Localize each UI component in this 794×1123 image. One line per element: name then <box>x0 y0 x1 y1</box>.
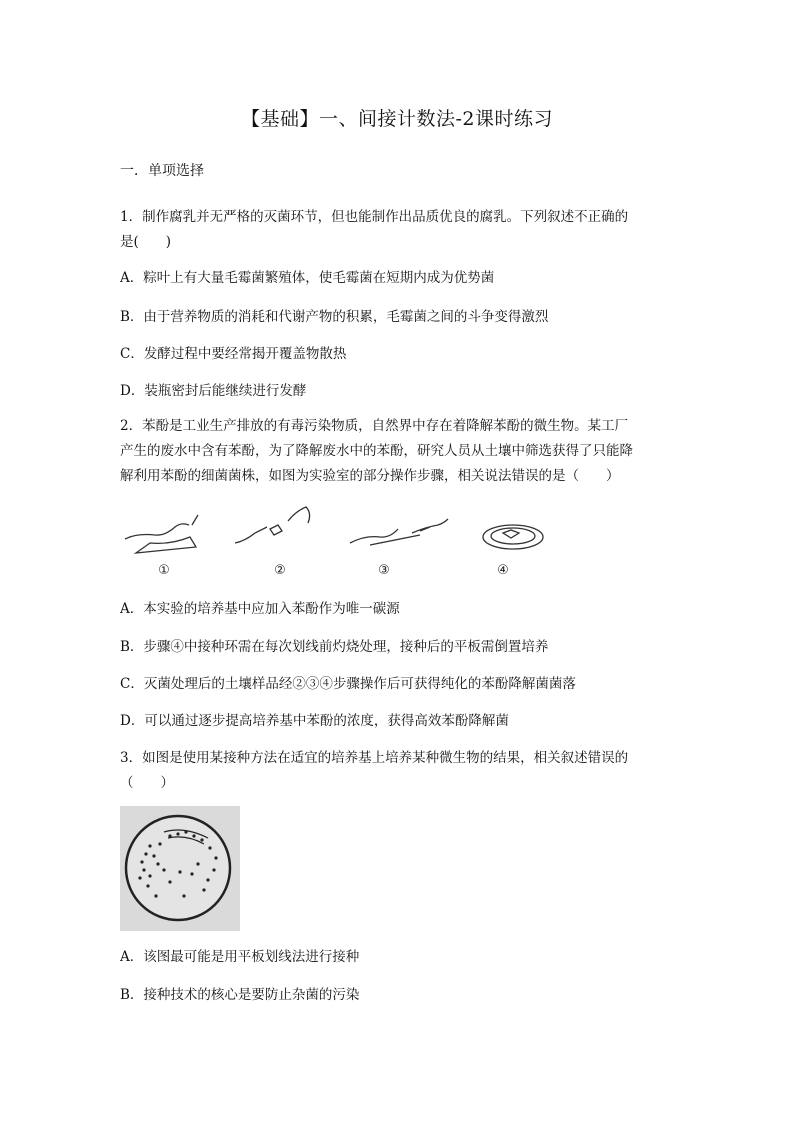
streak-plate-photo <box>120 806 240 931</box>
q1-stem-line-1: 1．制作腐乳并无严格的灭菌环节，但也能制作出品质优良的腐乳。下列叙述不正确的 <box>120 209 629 225</box>
q2-stem-line-3: 解利用苯酚的细菌菌株，如图为实验室的部分操作步骤，相关说法错误的是（ ） <box>120 468 620 484</box>
q2-stem-line-1: 2．苯酚是工业生产排放的有毒污染物质，自然界中存在着降解苯酚的微生物。某工厂 <box>120 418 629 434</box>
q3-option-b: B．接种技术的核心是要防止杂菌的污染 <box>120 987 360 1003</box>
q1-stem-line-2: 是( ) <box>120 234 172 250</box>
figure-label-2: ② <box>274 563 286 578</box>
q3-stem-line-2: （ ） <box>120 775 174 791</box>
q2-option-a: A．本实验的培养基中应加入苯酚作为唯一碳源 <box>120 601 400 617</box>
hand-3-icon <box>350 519 448 545</box>
q2-stem-line-2: 产生的废水中含有苯酚，为了降解废水中的苯酚，研究人员从土壤中筛选获得了只能降 <box>120 443 633 459</box>
procedure-figure <box>120 503 550 581</box>
q3-stem-line-1: 3．如图是使用某接种方法在适宜的培养基上培养某种微生物的结果，相关叙述错误的 <box>120 750 629 766</box>
q1-option-a: A．粽叶上有大量毛霉菌繁殖体，使毛霉菌在短期内成为优势菌 <box>120 270 495 286</box>
q1-option-b: B．由于营养物质的消耗和代谢产物的积累，毛霉菌之间的斗争变得激烈 <box>120 309 549 325</box>
figure-label-3: ③ <box>378 563 390 578</box>
q1-option-d: D．装瓶密封后能继续进行发酵 <box>120 383 307 399</box>
figure-label-4: ④ <box>497 563 509 578</box>
hand-2-icon <box>235 507 310 543</box>
page-title: 【基础】一、间接计数法-2课时练习 <box>240 108 553 130</box>
section-heading: 一．单项选择 <box>120 163 204 179</box>
q2-option-c: C．灭菌处理后的土壤样品经②③④步骤操作后可获得纯化的苯酚降解菌菌落 <box>120 676 576 692</box>
figure-label-1: ① <box>158 563 170 578</box>
q2-option-b: B．步骤④中接种环需在每次划线前灼烧处理，接种后的平板需倒置培养 <box>120 639 549 655</box>
q1-option-c: C．发酵过程中要经常揭开覆盖物散热 <box>120 346 347 362</box>
hand-1-icon <box>125 515 198 553</box>
q2-option-d: D．可以通过逐步提高培养基中苯酚的浓度，获得高效苯酚降解菌 <box>120 713 509 729</box>
streak-plate-icon <box>120 806 240 931</box>
q3-option-a: A．该图最可能是用平板划线法进行接种 <box>120 949 360 965</box>
